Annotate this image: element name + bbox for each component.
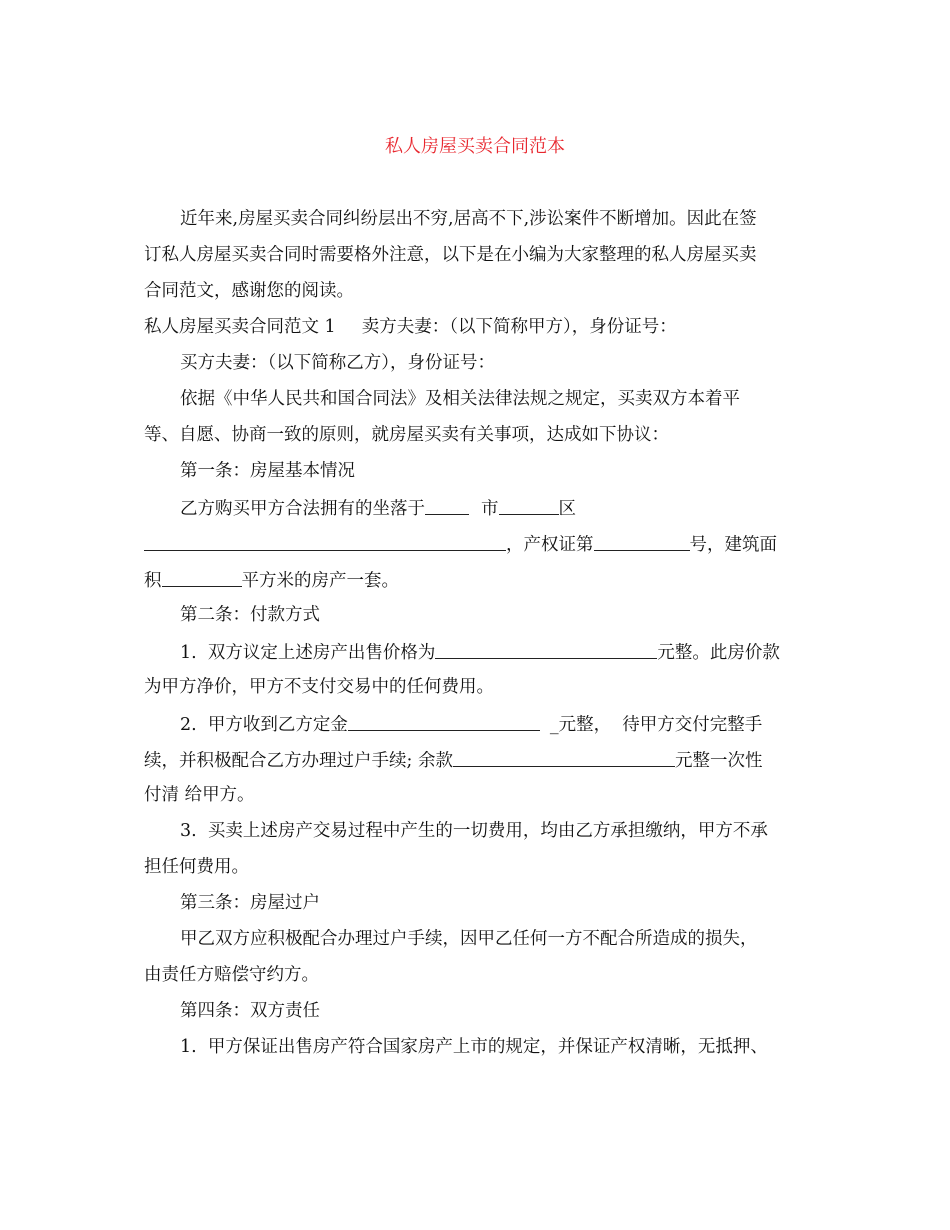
blank-balance xyxy=(453,748,675,767)
article-3-line-2: 由责任方赔偿守约方。 xyxy=(144,965,319,985)
buyer-clause: 买方夫妻：（以下简称乙方），身份证号： xyxy=(180,353,495,373)
blank-city xyxy=(425,496,469,515)
article-2-2-text-b: _元整， 待甲方交付完整手 xyxy=(549,715,763,735)
article-4-1-line-1: 1. 甲方保证出售房产符合国家房产上市的规定，并保证产权清晰，无抵押、 xyxy=(180,1037,768,1057)
article-1-title: 第一条：房屋基本情况 xyxy=(180,461,355,481)
article-2-2-line-1 xyxy=(180,712,762,736)
article-2-1-text-a: 1. 双方议定上述房产出售价格为 xyxy=(180,643,436,663)
article-1-text-f: 积 xyxy=(144,571,162,591)
article-4-title: 第四条：双方责任 xyxy=(180,1001,320,1021)
article-3-line-1: 甲乙双方应积极配合办理过户手续，因甲乙任何一方不配合所造成的损失， xyxy=(180,929,758,949)
intro-line-2: 订私人房屋买卖合同时需要格外注意，以下是在小编为大家整理的私人房屋买卖 xyxy=(144,245,757,265)
article-2-1-text-b: 元整。此房价款 xyxy=(657,643,780,663)
article-2-1-line-2: 为甲方净价，甲方不支付交易中的任何费用。 xyxy=(144,677,494,697)
intro-line-1: 近年来,房屋买卖合同纠纷层出不穷,居高不下,涉讼案件不断增加。因此在签 xyxy=(180,209,757,229)
article-1-text-b: 市 xyxy=(481,499,499,519)
blank-district xyxy=(499,496,559,515)
article-1-text-g: 平方米的房产一套。 xyxy=(241,571,399,591)
sample-heading: 私人房屋买卖合同范文 1 xyxy=(144,317,336,337)
blank-certificate-no xyxy=(594,532,690,551)
article-1-text-a: 乙方购买甲方合法拥有的坐落于 xyxy=(180,499,425,519)
article-2-2-line-2 xyxy=(144,748,762,772)
article-2-title: 第二条：付款方式 xyxy=(180,605,320,625)
article-1-line-3 xyxy=(144,568,399,592)
document-title: 私人房屋买卖合同范本 xyxy=(385,136,565,157)
article-2-3-line-1: 3. 买卖上述房产交易过程中产生的一切费用，均由乙方承担缴纳，甲方不承 xyxy=(180,821,768,841)
blank-deposit xyxy=(348,712,540,731)
article-1-text-e: 号，建筑面 xyxy=(689,535,777,555)
article-3-title: 第三条：房屋过户 xyxy=(180,893,320,913)
article-2-2-text-d: 元整一次性 xyxy=(674,751,763,771)
basis-line-2: 等、自愿、协商一致的原则，就房屋买卖有关事项，达成如下协议： xyxy=(144,425,669,445)
basis-line-1: 依据《中华人民共和国合同法》及相关法律法规之规定，买卖双方本着平 xyxy=(180,389,740,409)
article-2-1-line-1 xyxy=(180,640,780,664)
sample-heading-line xyxy=(144,316,677,338)
seller-clause: 卖方夫妻：（以下简称甲方），身份证号： xyxy=(361,317,677,337)
blank-price xyxy=(435,640,657,659)
blank-area xyxy=(162,568,242,587)
article-1-text-d: ，产权证第 xyxy=(506,535,594,555)
article-1-line-1 xyxy=(180,496,576,520)
article-2-2-text-a: 2. 甲方收到乙方定金 xyxy=(180,715,348,735)
article-2-2-line-3: 付清 给甲方。 xyxy=(144,785,255,805)
article-2-2-text-c: 续，并积极配合乙方办理过户手续; 余款 xyxy=(144,751,453,771)
article-1-line-2 xyxy=(144,532,777,556)
article-2-3-line-2: 担任何费用。 xyxy=(144,857,249,877)
article-1-text-c: 区 xyxy=(558,499,576,519)
blank-address xyxy=(144,532,506,551)
intro-line-3: 合同范文，感谢您的阅读。 xyxy=(144,281,354,301)
